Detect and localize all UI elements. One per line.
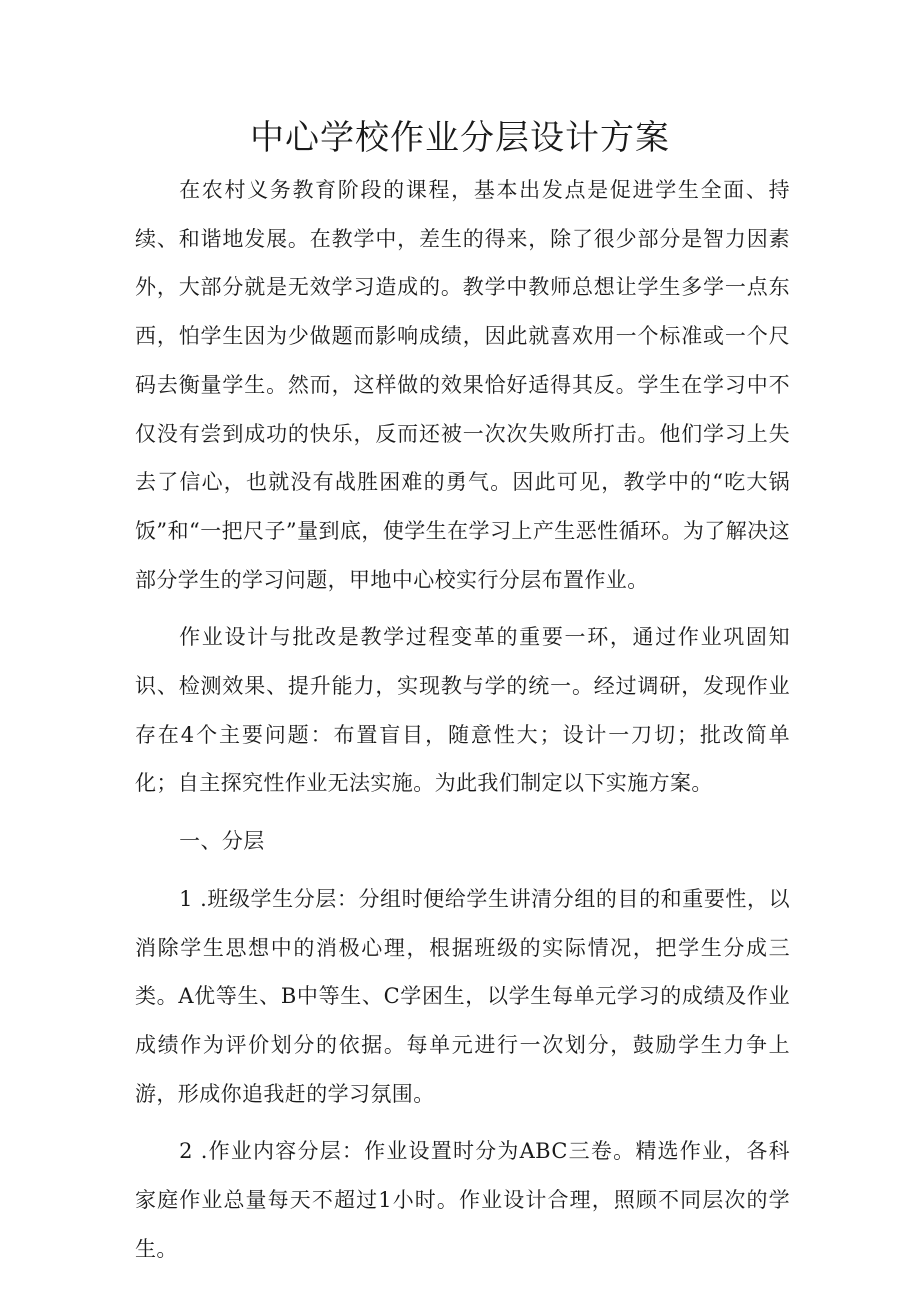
paragraph-homework-design: 作业设计与批改是教学过程变革的重要一环，通过作业巩固知识、检测效果、提升能力，实现教与学的统一。经过调研，发现作业存在4个主要问题：布置盲目，随意性大；设计一刀切；批改简单化；自主探究性作业无法实施。为此我们制定以下实施方案。 [135,625,790,796]
section-heading-layering: 一、分层 [179,829,265,854]
document-body [135,166,790,1273]
document-title: 中心学校作业分层设计方案 [250,118,670,158]
paragraph-student-layering: 1 .班级学生分层：分组时便给学生讲清分组的目的和重要性，以消除学生思想中的消极心理，根据班级的实际情况，把学生分成三类。A优等生、B中等生、C学困生，以学生每单元学习的成绩及作业成绩作为评价划分的依据。每单元进行一次划分，鼓励学生力争上游，形成你追我赶的学习氛围。 [135,886,790,1106]
paragraph-intro: 在农村义务教育阶段的课程，基本出发点是促进学生全面、持续、和谐地发展。在教学中，差生的得来，除了很少部分是智力因素外，大部分就是无效学习造成的。教学中教师总想让学生多学一点东西，怕学生因为少做题而影响成绩，因此就喜欢用一个标准或一个尺码去衡量学生。然而，这样做的效果恰好适得其反。学生在学习中不仅没有尝到成功的快乐，反而还被一次次失败所打击。他们学习上失去了信心，也就没有战胜困难的勇气。因此可见，教学中的“吃大锅饭”和“一把尺子”量到底，使学生在学习上产生恶性循环。为了解决这部分学生的学习问题，甲地中心校实行分层布置作业。 [135,178,790,592]
paragraph-content-layering: 2 .作业内容分层：作业设置时分为ABC三卷。精选作业，各科家庭作业总量每天不超过1小时。作业设计合理，照顾不同层次的学生。 [135,1139,790,1261]
